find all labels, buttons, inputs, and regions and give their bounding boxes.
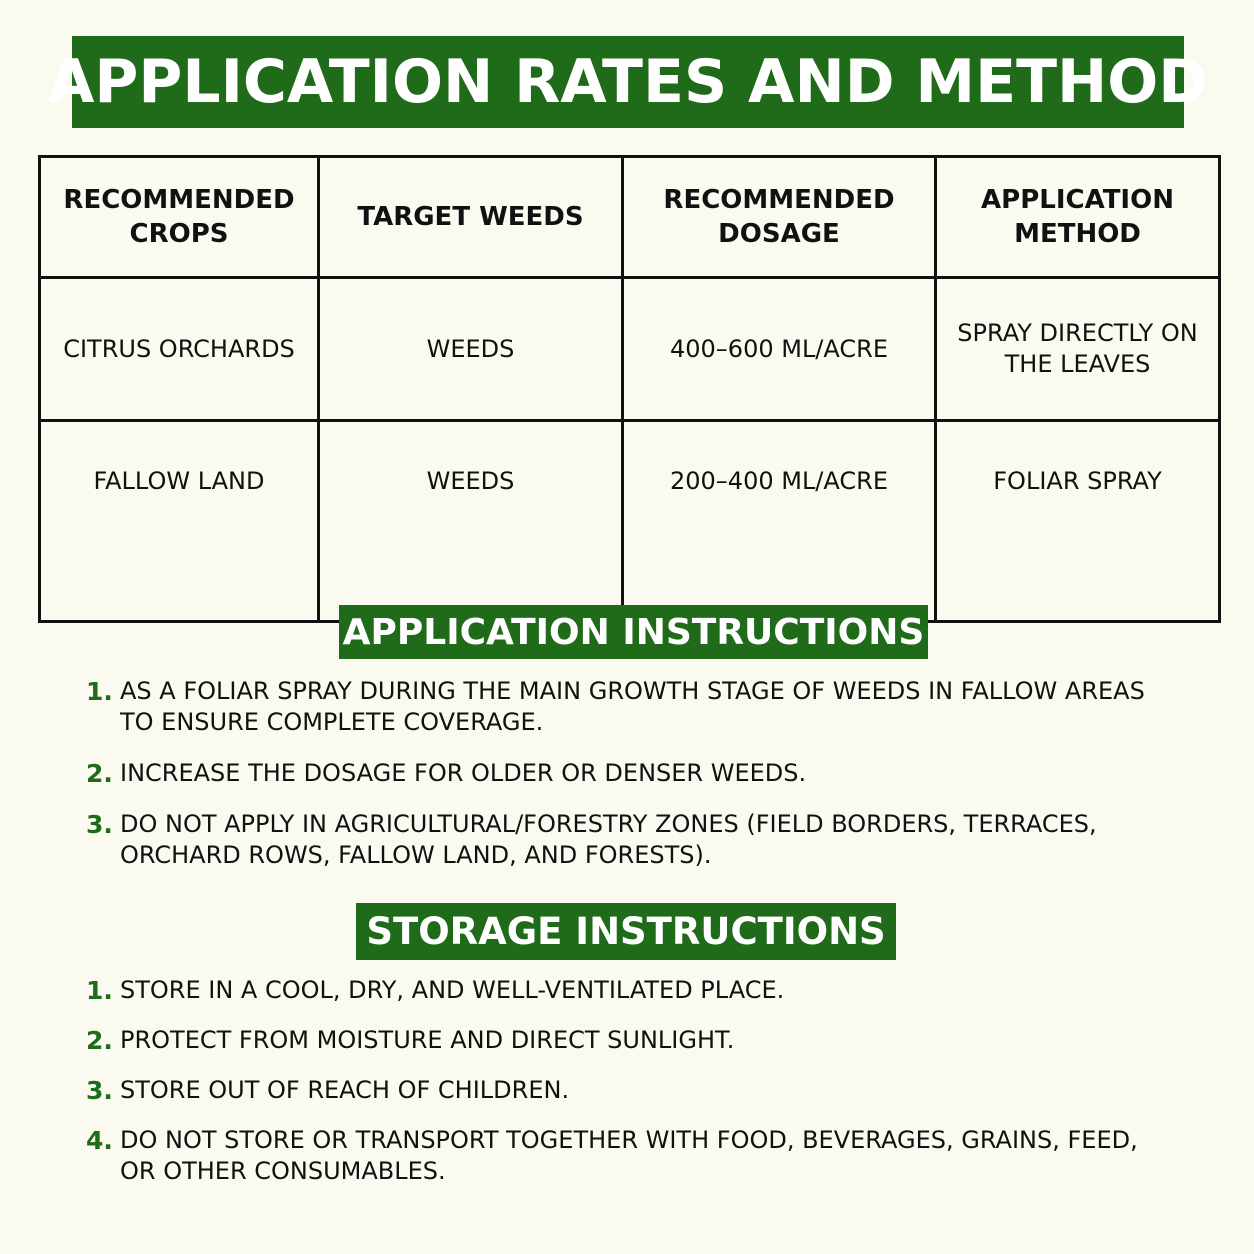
table-row — [40, 278, 1220, 421]
list-item — [86, 758, 1176, 789]
cell-target-weeds: WEEDS — [319, 421, 623, 622]
item-number: 1. — [86, 976, 113, 1005]
list-item — [86, 1075, 1176, 1106]
cell-method: SPRAY DIRECTLY ON THE LEAVES — [936, 278, 1220, 421]
application-rates-table — [38, 155, 1221, 623]
item-number: 3. — [86, 1076, 113, 1105]
cell-target-weeds: WEEDS — [319, 278, 623, 421]
item-text: PROTECT FROM MOISTURE AND DIRECT SUNLIGHT. — [120, 1026, 735, 1054]
cell-crop: CITRUS ORCHARDS — [40, 278, 319, 421]
list-item — [86, 676, 1176, 738]
table-row — [40, 421, 1220, 622]
item-number: 3. — [86, 810, 113, 839]
item-number: 2. — [86, 759, 113, 788]
item-number: 4. — [86, 1126, 113, 1155]
item-text: INCREASE THE DOSAGE FOR OLDER OR DENSER WEEDS. — [120, 759, 807, 787]
cell-method: FOLIAR SPRAY — [936, 421, 1220, 622]
page-title: APPLICATION RATES AND METHOD — [72, 36, 1184, 128]
item-text: DO NOT STORE OR TRANSPORT TOGETHER WITH FOOD, BEVERAGES, GRAINS, FEED, OR OTHER CONSUMABLES. — [120, 1126, 1138, 1185]
list-item — [86, 1025, 1176, 1056]
table-header-row — [40, 157, 1220, 278]
header-application-method: APPLICATION METHOD — [936, 157, 1220, 278]
header-recommended-crops: RECOMMENDED CROPS — [40, 157, 319, 278]
item-text: AS A FOLIAR SPRAY DURING THE MAIN GROWTH STAGE OF WEEDS IN FALLOW AREAS TO ENSURE COMPLETE COVERAGE. — [120, 677, 1145, 736]
application-instructions-heading: APPLICATION INSTRUCTIONS — [339, 605, 928, 659]
cell-dosage: 400–600 ML/ACRE — [623, 278, 936, 421]
item-text: STORE IN A COOL, DRY, AND WELL-VENTILATED PLACE. — [120, 976, 785, 1004]
storage-instructions-list — [86, 975, 1176, 1206]
application-instructions-list — [86, 676, 1176, 891]
item-text: DO NOT APPLY IN AGRICULTURAL/FORESTRY ZONES (FIELD BORDERS, TERRACES, ORCHARD ROWS, FALLOW LAND, AND FORESTS). — [120, 810, 1097, 869]
item-number: 2. — [86, 1026, 113, 1055]
storage-instructions-heading: STORAGE INSTRUCTIONS — [356, 903, 896, 960]
header-recommended-dosage: RECOMMENDED DOSAGE — [623, 157, 936, 278]
list-item — [86, 975, 1176, 1006]
item-text: STORE OUT OF REACH OF CHILDREN. — [120, 1076, 570, 1104]
list-item — [86, 1125, 1176, 1187]
list-item — [86, 809, 1176, 871]
cell-dosage: 200–400 ML/ACRE — [623, 421, 936, 622]
cell-crop: FALLOW LAND — [40, 421, 319, 622]
item-number: 1. — [86, 677, 113, 706]
header-target-weeds: TARGET WEEDS — [319, 157, 623, 278]
